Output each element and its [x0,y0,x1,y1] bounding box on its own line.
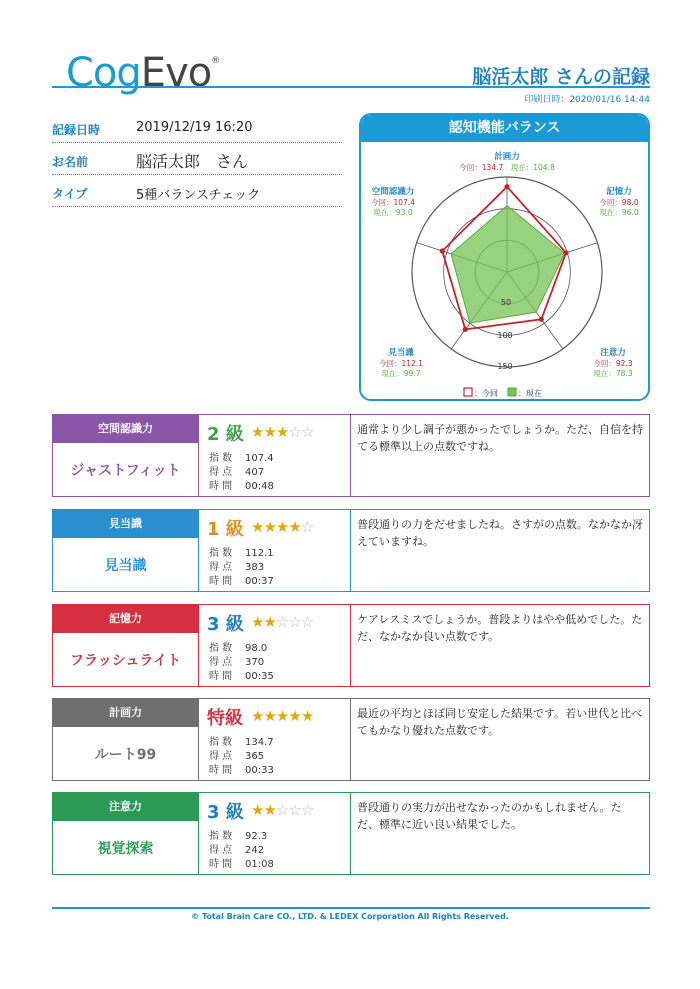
info-label: 記録日時 [52,123,101,137]
star-filled-icon: ★ [275,423,289,441]
card-grade: 1 級 [207,519,244,540]
stat-value: 00:37 [245,576,274,587]
card-comment: 通常より少し調子が悪かったでしょうか。ただ、自信を持てる標準以上の点数ですね。 [357,423,643,453]
radar-axis-present: 現在：96.0 [599,208,639,217]
star-filled-icon: ★ [263,801,276,819]
card-left [53,510,199,591]
card-grade: 3 級 [207,802,244,823]
stat-score [209,558,264,573]
print-date: 印刷日時：2020/01/16 14:44 [524,95,650,105]
info-value: 2019/12/19 16:20 [136,120,253,135]
stat-value: 242 [245,845,265,856]
star-empty-icon: ☆ [288,613,301,631]
stat-label: 指 数 [209,831,233,842]
card-scores [199,510,351,591]
stat-label: 時 間 [209,671,233,682]
info-value: 5種バランスチェック [136,188,261,203]
star-filled-icon: ★ [263,707,276,725]
star-empty-icon: ☆ [300,801,314,819]
stat-time [209,572,274,587]
radar-axis-present: 現在：93.0 [373,208,413,217]
stat-label: 指 数 [209,453,233,464]
card-grade: 3 級 [207,614,244,635]
card-game-name: フラッシュライト [69,653,182,669]
stat-value: 383 [245,562,265,573]
stat-score [209,653,264,668]
info-row-type [52,177,342,207]
stat-label: 時 間 [209,576,233,587]
card-game-name: 視覚探索 [97,841,154,857]
card-scores [199,605,351,686]
copyright: © Total Brain Care CO., LTD. & LEDEX Corporation All Rights Reserved. [191,912,509,921]
radar-axis-label: 計画力 [494,152,520,162]
legend-swatch-present [508,388,516,396]
radar-axis-current: 今回：92.3 [593,359,633,368]
star-empty-icon: ☆ [288,801,301,819]
radar-point-current [440,248,445,253]
stat-value: 01:08 [245,859,274,870]
cogevo-logo [66,50,219,96]
header-divider [52,86,650,88]
star-filled-icon: ★ [288,518,301,536]
radar-point-current [539,317,544,322]
radar-axis-label: 注意力 [600,348,626,358]
card-category: 計画力 [53,699,198,727]
radar-axis-label: 空間認識力 [371,187,415,197]
card-scores [199,793,351,874]
stat-label: 得 点 [209,751,233,762]
legend-label-present: ：現在 [518,389,542,398]
star-filled-icon: ★ [251,518,264,536]
star-empty-icon: ☆ [300,613,314,631]
card-left [53,793,199,874]
stat-value: 00:48 [245,481,274,492]
stat-index [209,544,274,559]
star-filled-icon: ★ [251,801,264,819]
star-filled-icon: ★ [251,707,264,725]
stat-label: 得 点 [209,467,233,478]
result-card [52,509,650,592]
stat-index [209,449,274,464]
card-comment: 最近の平均とほぼ同じ安定した結果です。若い世代と比べてもかなり優れた点数です。 [357,707,643,737]
stat-score [209,747,264,762]
star-rating [251,518,313,536]
stat-value: 107.4 [245,453,274,464]
radar-point-current [463,327,468,332]
stat-label: 時 間 [209,765,233,776]
card-game-name: 見当識 [104,558,147,574]
stat-label: 時 間 [209,859,233,870]
result-card [52,414,650,497]
stat-value: 112.1 [245,548,274,559]
page-title: 脳活太郎 さんの記録 [472,66,650,88]
card-scores [199,415,351,496]
stat-label: 得 点 [209,845,233,856]
star-filled-icon: ★ [263,518,276,536]
stat-label: 指 数 [209,548,233,559]
star-filled-icon: ★ [263,423,276,441]
star-rating [251,707,313,725]
info-value: 脳活太郎 さん [136,152,249,171]
stat-score [209,841,264,856]
star-filled-icon: ★ [251,423,264,441]
card-game-name: ルート99 [94,747,157,763]
radar-point-current [504,184,509,189]
star-filled-icon: ★ [251,613,264,631]
stat-label: 指 数 [209,737,233,748]
card-left [53,699,199,780]
stat-value: 92.3 [245,831,268,842]
star-empty-icon: ☆ [300,518,314,536]
stat-value: 00:35 [245,671,274,682]
info-row-date [52,113,342,143]
legend-label-current: ：今回 [474,389,498,398]
radar-axis-current: 今回：112.1 [379,359,423,368]
stat-value: 134.7 [245,737,274,748]
stat-index [209,827,267,842]
star-empty-icon: ☆ [288,423,301,441]
info-label: お名前 [52,155,89,169]
stat-value: 407 [245,467,265,478]
radar-tick-label: 100 [497,331,513,340]
radar-axis-label: 見当識 [388,348,414,358]
star-rating [251,423,313,441]
stat-value: 370 [245,657,265,668]
stat-label: 指 数 [209,643,233,654]
radar-chart [361,115,650,401]
stat-index [209,639,267,654]
radar-tick-label: 150 [497,362,513,371]
radar-panel [359,113,650,401]
stat-time [209,855,274,870]
card-comment: 普段通りの実力が出せなかったのかもしれません。ただ、標準に近い良い結果でした。 [357,801,622,831]
star-filled-icon: ★ [275,707,289,725]
card-left [53,605,199,686]
star-filled-icon: ★ [263,613,276,631]
star-empty-icon: ☆ [275,801,289,819]
legend-swatch-current [464,388,472,396]
radar-axis-present: 現在：99.7 [381,369,421,378]
radar-axis-present: 現在：78.3 [593,369,633,378]
logo-part1: Cog [66,50,141,96]
footer-divider [52,907,650,909]
card-category: 空間認識力 [53,415,198,443]
stat-time [209,477,274,492]
radar-axis-label: 記憶力 [606,187,632,197]
card-grade: 2 級 [207,424,244,445]
card-left [53,415,199,496]
radar-tick-label: 50 [500,298,512,307]
radar-axis-current: 今回：107.4 [371,198,415,207]
radar-point-current [563,250,568,255]
stat-label: 時 間 [209,481,233,492]
info-label: タイプ [52,187,88,201]
stat-score [209,463,264,478]
star-filled-icon: ★ [288,707,301,725]
stat-time [209,667,274,682]
radar-axis-values: 今回：134.7 現在：104.8 [459,163,555,172]
star-rating [251,801,313,819]
card-category: 記憶力 [53,605,198,633]
result-card [52,792,650,875]
card-comment: 普段通りの力をだせましたね。さすがの点数。なかなか冴えていますね。 [357,518,643,548]
card-category: 注意力 [53,793,198,821]
card-category: 見当識 [53,510,198,538]
card-scores [199,699,351,780]
stat-label: 得 点 [209,562,233,573]
result-card [52,604,650,687]
radar-axis-current: 今回：98.0 [599,198,639,207]
stat-value: 00:33 [245,765,274,776]
stat-time [209,761,274,776]
registered-mark: ® [211,56,220,66]
card-comment: ケアレスミスでしょうか。普段よりはやや低めでした。ただ、なかなか良い点数です。 [357,613,643,643]
stat-value: 98.0 [245,643,268,654]
radar-title: 認知機能バランス [361,115,648,142]
stat-index [209,733,274,748]
logo-part2: Evo [140,50,212,96]
card-game-name: ジャストフィット [70,463,181,479]
star-filled-icon: ★ [275,518,289,536]
star-empty-icon: ☆ [275,613,289,631]
star-filled-icon: ★ [300,707,314,725]
result-card [52,698,650,781]
star-empty-icon: ☆ [300,423,314,441]
card-grade: 特級 [207,708,243,729]
star-rating [251,613,313,631]
stat-value: 365 [245,751,265,762]
info-row-name [52,145,342,175]
stat-label: 得 点 [209,657,233,668]
